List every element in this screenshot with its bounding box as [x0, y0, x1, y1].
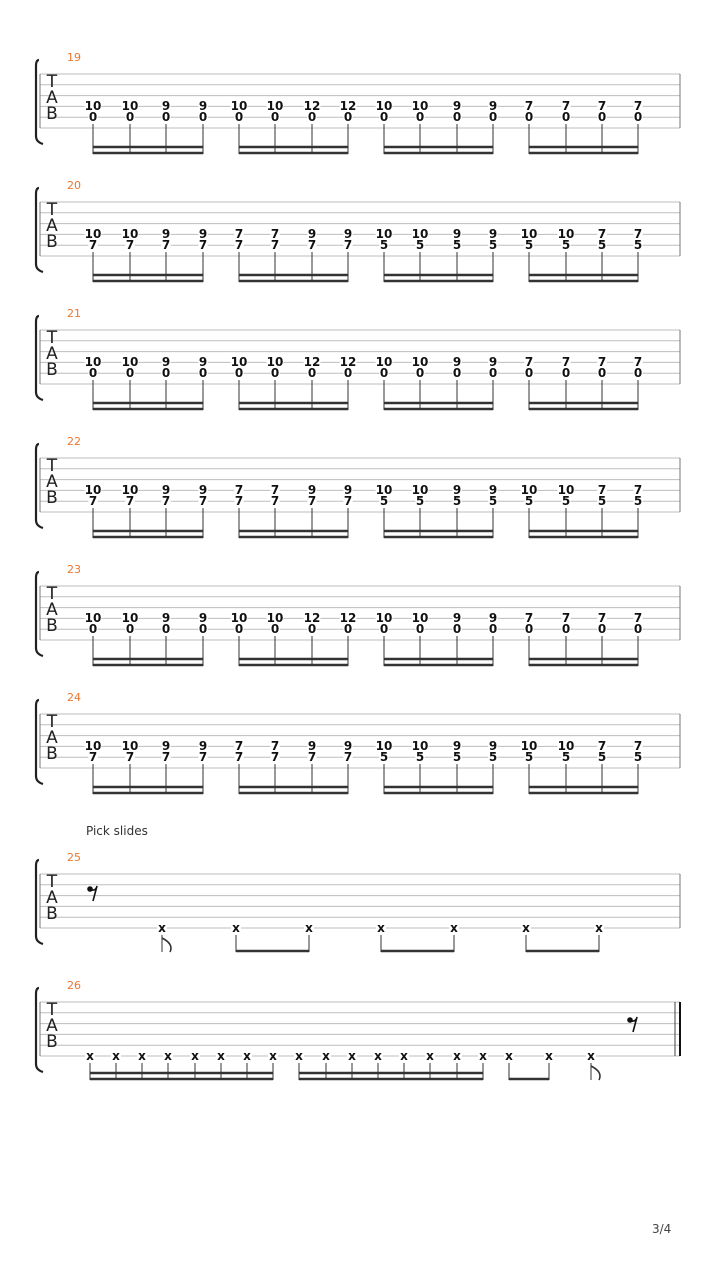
- fret-number: 10: [266, 355, 284, 369]
- fret-number: 0: [415, 110, 425, 124]
- muted-note: x: [138, 1049, 146, 1063]
- fret-number: 10: [411, 99, 429, 113]
- fret-number: 9: [488, 99, 498, 113]
- muted-note: x: [305, 921, 313, 935]
- fret-number: 0: [452, 622, 462, 636]
- fret-number: 9: [343, 739, 353, 753]
- fret-number: 9: [198, 483, 208, 497]
- tab-letter-b: B: [46, 104, 58, 124]
- fret-number: 0: [161, 622, 171, 636]
- fret-number: 5: [561, 494, 571, 508]
- fret-number: 12: [303, 611, 321, 625]
- fret-number: 10: [520, 483, 538, 497]
- muted-note: x: [505, 1049, 513, 1063]
- fret-number: 5: [379, 750, 389, 764]
- fret-number: 10: [375, 227, 393, 241]
- fret-number: 9: [452, 483, 462, 497]
- fret-number: 0: [452, 366, 462, 380]
- fret-number: 5: [524, 494, 534, 508]
- tab-letter-b: B: [46, 1032, 58, 1052]
- fret-number: 9: [488, 227, 498, 241]
- fret-number: 0: [597, 110, 607, 124]
- fret-number: 0: [270, 622, 280, 636]
- tab-letter-t: T: [46, 1000, 58, 1020]
- fret-number: 7: [270, 739, 280, 753]
- tab-letter-a: A: [46, 88, 58, 108]
- fret-number: 10: [375, 355, 393, 369]
- fret-number: 10: [84, 355, 102, 369]
- fret-number: 0: [234, 622, 244, 636]
- fret-number: 0: [561, 622, 571, 636]
- fret-number: 12: [339, 611, 357, 625]
- fret-number: 10: [375, 611, 393, 625]
- fret-number: 10: [230, 611, 248, 625]
- tab-letter-b: B: [46, 616, 58, 636]
- fret-number: 7: [597, 611, 607, 625]
- fret-number: 0: [343, 110, 353, 124]
- fret-number: 7: [270, 494, 280, 508]
- fret-number: 0: [379, 366, 389, 380]
- fret-number: 0: [161, 110, 171, 124]
- muted-note: x: [426, 1049, 434, 1063]
- fret-number: 7: [161, 750, 171, 764]
- tab-letter-b: B: [46, 360, 58, 380]
- fret-number: 9: [161, 227, 171, 241]
- fret-number: 7: [270, 238, 280, 252]
- fret-number: 9: [452, 611, 462, 625]
- fret-number: 9: [307, 483, 317, 497]
- fret-number: 5: [597, 750, 607, 764]
- fret-number: 0: [198, 110, 208, 124]
- fret-number: 5: [415, 494, 425, 508]
- fret-number: 7: [524, 611, 534, 625]
- muted-note: x: [377, 921, 385, 935]
- tab-letter-t: T: [46, 200, 58, 220]
- fret-number: 5: [488, 494, 498, 508]
- muted-note: x: [450, 921, 458, 935]
- fret-number: 9: [198, 355, 208, 369]
- fret-number: 9: [198, 611, 208, 625]
- fret-number: 0: [198, 622, 208, 636]
- muted-note: x: [86, 1049, 94, 1063]
- fret-number: 5: [488, 238, 498, 252]
- fret-number: 0: [234, 110, 244, 124]
- fret-number: 10: [84, 99, 102, 113]
- measure-number: 24: [67, 691, 81, 704]
- muted-note: x: [400, 1049, 408, 1063]
- muted-note: x: [348, 1049, 356, 1063]
- fret-number: 10: [411, 227, 429, 241]
- fret-number: 9: [452, 227, 462, 241]
- eighth-rest-dot: [627, 1017, 633, 1023]
- fret-number: 0: [452, 110, 462, 124]
- fret-number: 10: [121, 483, 139, 497]
- fret-number: 7: [633, 227, 643, 241]
- fret-number: 9: [198, 227, 208, 241]
- fret-number: 10: [121, 611, 139, 625]
- fret-number: 9: [343, 483, 353, 497]
- measure-number: 22: [67, 435, 81, 448]
- fret-number: 0: [125, 110, 135, 124]
- fret-number: 7: [633, 739, 643, 753]
- fret-number: 7: [307, 238, 317, 252]
- fret-number: 9: [452, 355, 462, 369]
- fret-number: 7: [198, 238, 208, 252]
- fret-number: 7: [633, 611, 643, 625]
- fret-number: 10: [520, 739, 538, 753]
- fret-number: 7: [343, 238, 353, 252]
- fret-number: 7: [597, 483, 607, 497]
- muted-note: x: [243, 1049, 251, 1063]
- fret-number: 0: [561, 366, 571, 380]
- muted-note: x: [322, 1049, 330, 1063]
- muted-note: x: [587, 1049, 595, 1063]
- fret-number: 0: [379, 110, 389, 124]
- fret-number: 7: [597, 227, 607, 241]
- fret-number: 7: [234, 238, 244, 252]
- fret-number: 10: [411, 611, 429, 625]
- fret-number: 10: [266, 611, 284, 625]
- staff-measure-19: [36, 51, 680, 154]
- tab-letter-a: A: [46, 344, 58, 364]
- tab-letter-t: T: [46, 328, 58, 348]
- fret-number: 7: [561, 99, 571, 113]
- measure-number: 20: [67, 179, 81, 192]
- fret-number: 10: [557, 483, 575, 497]
- fret-number: 10: [121, 739, 139, 753]
- tab-letter-t: T: [46, 72, 58, 92]
- fret-number: 0: [88, 622, 98, 636]
- fret-number: 0: [488, 622, 498, 636]
- staff-measure-21: [36, 307, 680, 410]
- fret-number: 7: [161, 238, 171, 252]
- fret-number: 12: [339, 355, 357, 369]
- fret-number: 7: [198, 494, 208, 508]
- fret-number: 10: [411, 739, 429, 753]
- fret-number: 7: [597, 99, 607, 113]
- staff-measure-20: [36, 179, 680, 282]
- tab-letter-t: T: [46, 712, 58, 732]
- fret-number: 0: [88, 366, 98, 380]
- fret-number: 5: [452, 238, 462, 252]
- fret-number: 7: [234, 739, 244, 753]
- muted-note: x: [112, 1049, 120, 1063]
- muted-note: x: [453, 1049, 461, 1063]
- fret-number: 0: [270, 366, 280, 380]
- fret-number: 10: [121, 227, 139, 241]
- fret-number: 7: [234, 750, 244, 764]
- fret-number: 5: [379, 238, 389, 252]
- fret-number: 5: [597, 494, 607, 508]
- fret-number: 7: [524, 99, 534, 113]
- tab-letter-t: T: [46, 456, 58, 476]
- muted-note: x: [479, 1049, 487, 1063]
- fret-number: 7: [561, 355, 571, 369]
- fret-number: 7: [343, 750, 353, 764]
- fret-number: 7: [125, 750, 135, 764]
- fret-number: 0: [524, 366, 534, 380]
- fret-number: 7: [270, 750, 280, 764]
- fret-number: 0: [415, 622, 425, 636]
- fret-number: 5: [415, 238, 425, 252]
- muted-note: x: [158, 921, 166, 935]
- fret-number: 7: [343, 494, 353, 508]
- fret-number: 0: [597, 622, 607, 636]
- tab-letter-b: B: [46, 904, 58, 924]
- staff-measure-26: [36, 979, 680, 1080]
- fret-number: 5: [597, 238, 607, 252]
- fret-number: 0: [488, 110, 498, 124]
- fret-number: 5: [633, 494, 643, 508]
- eighth-rest-dot: [87, 886, 93, 892]
- fret-number: 7: [88, 750, 98, 764]
- muted-note: x: [374, 1049, 382, 1063]
- fret-number: 7: [270, 227, 280, 241]
- staff-measure-23: [36, 563, 680, 666]
- muted-note: x: [295, 1049, 303, 1063]
- fret-number: 0: [597, 366, 607, 380]
- fret-number: 12: [303, 99, 321, 113]
- fret-number: 9: [307, 739, 317, 753]
- tab-letter-a: A: [46, 728, 58, 748]
- tab-letter-t: T: [46, 584, 58, 604]
- muted-note: x: [217, 1049, 225, 1063]
- measure-number: 23: [67, 563, 81, 576]
- fret-number: 9: [488, 483, 498, 497]
- fret-number: 10: [121, 99, 139, 113]
- fret-number: 7: [125, 238, 135, 252]
- fret-number: 5: [415, 750, 425, 764]
- fret-number: 10: [84, 611, 102, 625]
- fret-number: 10: [121, 355, 139, 369]
- fret-number: 0: [234, 366, 244, 380]
- fret-number: 10: [411, 483, 429, 497]
- fret-number: 10: [266, 99, 284, 113]
- fret-number: 9: [488, 739, 498, 753]
- muted-note: x: [232, 921, 240, 935]
- fret-number: 5: [561, 238, 571, 252]
- fret-number: 10: [375, 739, 393, 753]
- fret-number: 10: [411, 355, 429, 369]
- fret-number: 7: [125, 494, 135, 508]
- fret-number: 7: [161, 494, 171, 508]
- fret-number: 0: [524, 622, 534, 636]
- fret-number: 7: [234, 483, 244, 497]
- staff-measure-24: [36, 691, 680, 794]
- fret-number: 7: [234, 494, 244, 508]
- fret-number: 0: [633, 622, 643, 636]
- muted-note: x: [545, 1049, 553, 1063]
- fret-number: 0: [415, 366, 425, 380]
- fret-number: 10: [230, 355, 248, 369]
- tab-letter-b: B: [46, 232, 58, 252]
- fret-number: 0: [198, 366, 208, 380]
- fret-number: 0: [161, 366, 171, 380]
- staff-measure-25: [36, 851, 680, 952]
- fret-number: 7: [88, 494, 98, 508]
- fret-number: 7: [597, 739, 607, 753]
- fret-number: 7: [597, 355, 607, 369]
- fret-number: 10: [84, 227, 102, 241]
- fret-number: 10: [375, 99, 393, 113]
- measure-number: 26: [67, 979, 81, 992]
- fret-number: 10: [230, 99, 248, 113]
- tab-letter-a: A: [46, 888, 58, 908]
- fret-number: 5: [452, 750, 462, 764]
- fret-number: 0: [270, 110, 280, 124]
- fret-number: 0: [307, 110, 317, 124]
- tab-letter-a: A: [46, 216, 58, 236]
- tab-letter-a: A: [46, 472, 58, 492]
- tab-letter-a: A: [46, 600, 58, 620]
- staff-measure-22: [36, 435, 680, 538]
- tab-letter-a: A: [46, 1016, 58, 1036]
- fret-number: 5: [452, 494, 462, 508]
- fret-number: 5: [524, 750, 534, 764]
- fret-number: 0: [379, 622, 389, 636]
- fret-number: 10: [520, 227, 538, 241]
- fret-number: 9: [198, 99, 208, 113]
- fret-number: 9: [161, 739, 171, 753]
- muted-note: x: [164, 1049, 172, 1063]
- tab-letter-b: B: [46, 488, 58, 508]
- measure-number: 25: [67, 851, 81, 864]
- fret-number: 7: [633, 99, 643, 113]
- fret-number: 7: [234, 227, 244, 241]
- fret-number: 9: [488, 355, 498, 369]
- fret-number: 5: [379, 494, 389, 508]
- fret-number: 0: [488, 366, 498, 380]
- fret-number: 10: [557, 739, 575, 753]
- fret-number: 5: [524, 238, 534, 252]
- fret-number: 0: [307, 366, 317, 380]
- fret-number: 7: [198, 750, 208, 764]
- fret-number: 7: [524, 355, 534, 369]
- fret-number: 0: [633, 366, 643, 380]
- fret-number: 7: [307, 750, 317, 764]
- muted-note: x: [191, 1049, 199, 1063]
- fret-number: 0: [633, 110, 643, 124]
- fret-number: 5: [561, 750, 571, 764]
- fret-number: 0: [125, 366, 135, 380]
- fret-number: 5: [633, 238, 643, 252]
- fret-number: 7: [307, 494, 317, 508]
- fret-number: 9: [161, 611, 171, 625]
- fret-number: 7: [88, 238, 98, 252]
- fret-number: 9: [161, 483, 171, 497]
- fret-number: 9: [488, 611, 498, 625]
- muted-note: x: [269, 1049, 277, 1063]
- tab-letter-b: B: [46, 744, 58, 764]
- fret-number: 7: [633, 483, 643, 497]
- fret-number: 12: [303, 355, 321, 369]
- fret-number: 9: [198, 739, 208, 753]
- page-number: 3/4: [652, 1222, 672, 1236]
- fret-number: 9: [452, 99, 462, 113]
- fret-number: 10: [84, 739, 102, 753]
- fret-number: 10: [84, 483, 102, 497]
- fret-number: 7: [270, 483, 280, 497]
- fret-number: 9: [343, 227, 353, 241]
- fret-number: 9: [161, 99, 171, 113]
- fret-number: 0: [343, 366, 353, 380]
- fret-number: 5: [633, 750, 643, 764]
- measure-number: 21: [67, 307, 81, 320]
- fret-number: 0: [125, 622, 135, 636]
- fret-number: 12: [339, 99, 357, 113]
- fret-number: 10: [375, 483, 393, 497]
- fret-number: 5: [488, 750, 498, 764]
- fret-number: 0: [88, 110, 98, 124]
- muted-note: x: [595, 921, 603, 935]
- muted-note: x: [522, 921, 530, 935]
- pick-slides-annotation: Pick slides: [86, 824, 148, 838]
- fret-number: 7: [633, 355, 643, 369]
- measure-number: 19: [67, 51, 81, 64]
- fret-number: 0: [307, 622, 317, 636]
- eighth-flag: [591, 1066, 600, 1080]
- fret-number: 9: [452, 739, 462, 753]
- fret-number: 9: [307, 227, 317, 241]
- fret-number: 0: [343, 622, 353, 636]
- fret-number: 7: [561, 611, 571, 625]
- tab-letter-t: T: [46, 872, 58, 892]
- fret-number: 10: [557, 227, 575, 241]
- eighth-flag: [162, 938, 171, 952]
- fret-number: 0: [561, 110, 571, 124]
- fret-number: 9: [161, 355, 171, 369]
- fret-number: 0: [524, 110, 534, 124]
